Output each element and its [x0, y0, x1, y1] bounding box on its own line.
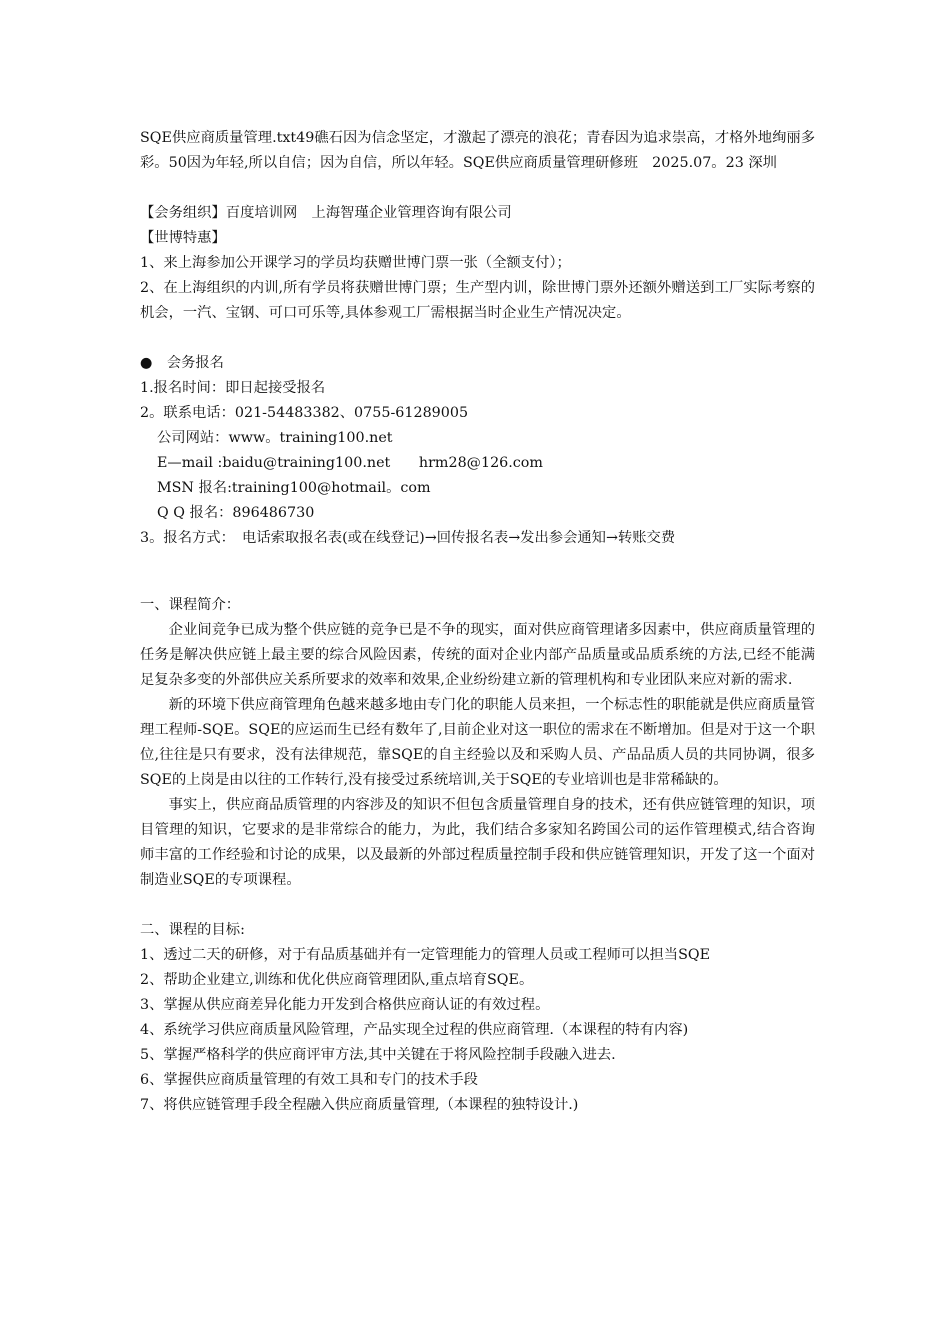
course-intro-paragraph-2: 新的环境下供应商管理角色越来越多地由专门化的职能人员来担，一个标志性的职能就是供应商质量管理工程师-SQE。SQE的应运而生已经有数年了,目前企业对这一职位的需求在不断增加。但是对于这一个职位,往往是只有要求，没有法律规范，靠SQE的自主经验以及和采购人员、产品品质人员的共同协调，很多SQE的上岗是由以往的工作转行,没有接受过系统培训,关于SQE的专业培训也是非常稀缺的。: [140, 697, 815, 788]
goal-item: 2、帮助企业建立,训练和优化供应商管理团队,重点培育SQE。: [140, 972, 534, 988]
registration-heading: ● 会务报名: [140, 355, 224, 371]
course-intro-heading: 一、课程简介：: [140, 597, 241, 613]
registration-email: E—mail :baidu@training100.net hrm28@126.com: [157, 455, 543, 471]
course-intro-paragraph-1: 企业间竞争已成为整个供应链的竞争已是不争的现实，面对供应商管理诸多因素中，供应商质量管理的任务是解决供应链上最主要的综合风险因素，传统的面对企业内部产品质量或品质系统的方法,已经不能满足复杂多变的外部供应关系所要求的效率和效果,企业纷纷建立新的管理机构和专业团队来应对新的需求.: [140, 622, 815, 688]
registration-phone: 2。联系电话：021-54483382、0755-61289005: [140, 405, 469, 421]
registration-msn: MSN 报名:training100@hotmail。com: [157, 480, 431, 496]
registration-website: 公司网站：www。training100.net: [157, 430, 393, 446]
goal-item: 4、系统学习供应商质量风险管理，产品实现全过程的供应商管理.（本课程的特有内容): [140, 1022, 689, 1038]
registration-method: 3。报名方式： 电话索取报名表(或在线登记)→回传报名表→发出参会通知→转账交费: [140, 530, 676, 546]
goal-item: 1、透过二天的研修，对于有品质基础并有一定管理能力的管理人员或工程师可以担当SQE: [140, 947, 711, 963]
goal-item: 6、掌握供应商质量管理的有效工具和专门的技术手段: [140, 1072, 478, 1088]
registration-qq: Q Q 报名：896486730: [157, 505, 315, 521]
course-intro-paragraph-3: 事实上，供应商品质管理的内容涉及的知识不但包含质量管理自身的技术，还有供应链管理的知识，项目管理的知识，它要求的是非常综合的能力，为此，我们结合多家知名跨国公司的运作管理模式,结合咨询师丰富的工作经验和讨论的成果，以及最新的外部过程质量控制手段和供应链管理知识，开发了这一个面对制造业SQE的专项课程。: [140, 797, 815, 888]
expo-title: 【世博特惠】: [140, 230, 226, 246]
organizer-line: 【会务组织】百度培训网 上海智瑾企业管理咨询有限公司: [140, 205, 512, 221]
goal-item: 7、将供应链管理手段全程融入供应商质量管理,（本课程的独特设计.): [140, 1097, 579, 1113]
goal-item: 3、掌握从供应商差异化能力开发到合格供应商认证的有效过程。: [140, 997, 550, 1013]
goal-item: 5、掌握严格科学的供应商评审方法,其中关键在于将风险控制手段融入进去.: [140, 1047, 616, 1063]
registration-time: 1.报名时间：即日起接受报名: [140, 380, 326, 396]
expo-item-2: 2、在上海组织的内训,所有学员将获赠世博门票；生产型内训，除世博门票外还额外赠送到工厂实际考察的机会，一汽、宝钢、可口可乐等,具体参观工厂需根据当时企业生产情况决定。: [140, 280, 815, 321]
intro-paragraph: SQE供应商质量管理.txt49礁石因为信念坚定，才激起了漂亮的浪花；青春因为追求崇高，才格外地绚丽多彩。50因为年轻,所以自信；因为自信，所以年轻。SQE供应商质量管理研修班 2025.07。23 深圳: [140, 130, 815, 171]
goals-heading: 二、课程的目标:: [140, 922, 245, 938]
expo-item-1: 1、来上海参加公开课学习的学员均获赠世博门票一张（全额支付）；: [140, 255, 571, 271]
document-page: [140, 126, 815, 1118]
